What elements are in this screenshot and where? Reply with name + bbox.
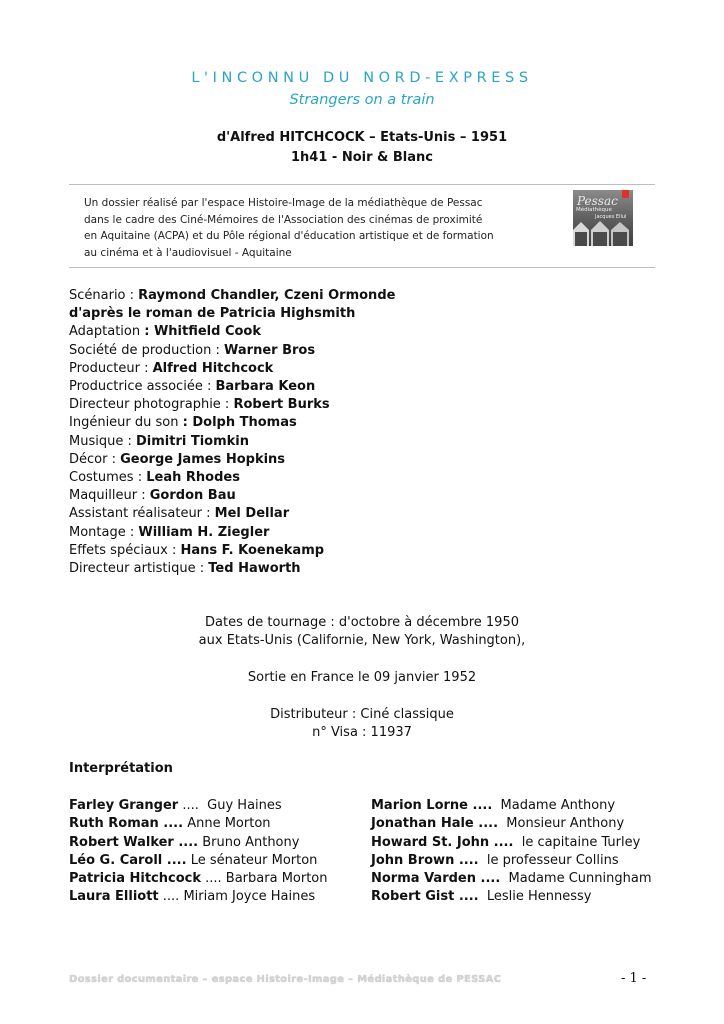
- credit-value: : Whitfield Cook: [144, 324, 262, 340]
- cast-separator: [479, 853, 487, 868]
- divider-bottom: [69, 267, 655, 268]
- dossier-line: au cinéma et à l'audiovisuel - Aquitaine: [84, 246, 292, 259]
- actor-name: Howard St. John ....: [371, 834, 514, 850]
- credit-value: Robert Burks: [233, 397, 330, 413]
- actor-name: Laura Elliott: [69, 889, 159, 905]
- role-name: Le sénateur Morton: [190, 852, 318, 868]
- credit-label: Directeur artistique :: [69, 561, 209, 577]
- cast-row: [371, 888, 671, 906]
- credit-value: d'après le roman de Patricia Highsmith: [69, 306, 356, 322]
- director-line: d'Alfred HITCHCOCK – Etats-Unis – 1951: [216, 130, 508, 145]
- credit-label: Effets spéciaux :: [69, 542, 181, 558]
- cast-separator: [513, 835, 521, 850]
- role-name: Barbara Morton: [225, 871, 328, 887]
- credit-label: Producteur :: [69, 360, 153, 376]
- actor-name: Farley Granger: [69, 798, 179, 813]
- credit-row: [69, 287, 469, 305]
- page-number: - 1 -: [621, 971, 647, 986]
- cast-row: [371, 852, 671, 870]
- actor-name: Robert Walker ....: [69, 834, 199, 850]
- interpretation-heading: Interprétation: [69, 761, 173, 776]
- credit-value: Mel Dellar: [214, 506, 290, 522]
- credit-row: [69, 505, 469, 523]
- dossier-line: Un dossier réalisé par l'espace Histoire-Image de la médiathèque de Pessac: [84, 197, 483, 209]
- cast-separator: [500, 871, 508, 886]
- credit-label: Adaptation: [69, 324, 145, 340]
- credit-row: [69, 360, 469, 378]
- cast-separator: ....: [158, 889, 184, 905]
- role-name: Madame Cunningham: [508, 871, 652, 887]
- credit-value: George James Hopkins: [120, 451, 286, 467]
- dossier-line: dans le cadre des Ciné-Mémoires de l'Association des cinémas de proximité: [84, 213, 483, 226]
- credit-row: [69, 433, 469, 451]
- cast-row: [69, 815, 359, 833]
- role-name: Guy Haines: [207, 798, 282, 813]
- credits-list: [69, 287, 469, 578]
- cast-column-left: [69, 797, 359, 907]
- credit-value: : Dolph Thomas: [182, 415, 297, 431]
- logo-tagline: Médiathèque: [576, 207, 612, 213]
- cast-separator: [479, 889, 487, 904]
- actor-name: Robert Gist ....: [371, 889, 479, 905]
- role-name: Monsieur Anthony: [506, 816, 625, 832]
- logo-red-square: [622, 190, 629, 198]
- actor-name: Ruth Roman ....: [69, 816, 184, 832]
- actor-name: Norma Varden ....: [371, 871, 501, 887]
- credit-row: [69, 342, 469, 360]
- role-name: Madame Anthony: [500, 798, 616, 813]
- visa-line: n° Visa : 11937: [312, 725, 412, 741]
- dossier-line: en Aquitaine (ACPA) et du Pôle régional d'éducation artistique et de formation: [84, 230, 494, 242]
- credit-label: Société de production :: [69, 342, 225, 358]
- actor-name: Marion Lorne ....: [371, 798, 493, 813]
- logo-script-text: Pessac: [577, 194, 618, 208]
- cast-column-right: [371, 797, 671, 907]
- role-name: Leslie Hennessy: [486, 889, 592, 905]
- cast-row: [69, 834, 359, 852]
- credit-label: Scénario :: [69, 288, 139, 303]
- credit-row: [69, 524, 469, 542]
- film-title: L'INCONNU DU NORD-EXPRESS: [191, 70, 533, 86]
- actor-name: John Brown ....: [371, 852, 479, 868]
- cast-row: [69, 852, 359, 870]
- credit-label: Directeur photographie :: [69, 397, 234, 413]
- film-original-title: Strangers on a train: [289, 92, 435, 108]
- shooting-line: aux Etats-Unis (Californie, New York, Washington),: [198, 633, 526, 649]
- divider-top: [69, 184, 655, 185]
- distributor-line: Distributeur : Ciné classique: [270, 707, 454, 722]
- dossier-description: [84, 195, 554, 261]
- credit-row: [69, 378, 469, 396]
- credit-value: Alfred Hitchcock: [152, 360, 274, 376]
- credit-value: Raymond Chandler, Czeni Ormonde: [138, 288, 396, 303]
- role-name: le capitaine Turley: [521, 834, 641, 850]
- credit-value: Dimitri Tiomkin: [135, 433, 249, 449]
- mediatheque-logo: [573, 190, 633, 246]
- shooting-dates: [0, 614, 724, 651]
- role-name: Bruno Anthony: [202, 834, 300, 850]
- credit-row: [69, 469, 469, 487]
- role-name: le professeur Collins: [486, 852, 619, 868]
- credit-row: [69, 323, 469, 341]
- credit-value: Warner Bros: [224, 342, 316, 358]
- release-date: Sortie en France le 09 janvier 1952: [247, 670, 477, 685]
- credit-value: William H. Ziegler: [138, 524, 270, 540]
- credit-row: [69, 487, 469, 505]
- shooting-line: Dates de tournage : d'octobre à décembre 1950: [205, 615, 519, 630]
- logo-subtagline: Jacques Ellul: [595, 214, 627, 220]
- credit-row: [69, 396, 469, 414]
- duration-line: 1h41 - Noir & Blanc: [290, 150, 433, 165]
- actor-name: Patricia Hitchcock: [69, 871, 201, 887]
- cast-separator: ....: [201, 871, 226, 887]
- credit-label: Maquilleur :: [69, 488, 150, 504]
- credit-label: Assistant réalisateur :: [69, 506, 215, 522]
- cast-row: [371, 870, 671, 888]
- credit-row: [69, 451, 469, 469]
- cast-separator: [492, 798, 500, 813]
- role-name: Anne Morton: [187, 816, 271, 832]
- credit-value: Ted Haworth: [208, 561, 301, 577]
- credit-value: Leah Rhodes: [146, 470, 240, 486]
- credit-label: Montage :: [69, 524, 139, 540]
- cast-row: [69, 797, 359, 815]
- credit-row: [69, 305, 469, 323]
- actor-name: Jonathan Hale ....: [371, 816, 499, 832]
- cast-row: [371, 834, 671, 852]
- credit-value: Barbara Keon: [215, 379, 316, 395]
- distribution-info: [0, 706, 724, 743]
- credit-label: Costumes :: [69, 470, 147, 486]
- cast-row: [371, 815, 671, 833]
- logo-building-icon: [573, 216, 633, 246]
- credit-row: [69, 542, 469, 560]
- credit-row: [69, 414, 469, 432]
- role-name: Miriam Joyce Haines: [183, 889, 316, 905]
- cast-row: [371, 797, 671, 815]
- credit-label: Productrice associée :: [69, 379, 216, 395]
- credit-value: Gordon Bau: [149, 488, 236, 504]
- credit-label: Décor :: [69, 451, 121, 467]
- credit-row: [69, 560, 469, 578]
- actor-name: Léo G. Caroll ....: [69, 852, 187, 868]
- cast-separator: ....: [178, 798, 208, 813]
- credit-value: Hans F. Koenekamp: [180, 542, 325, 558]
- cast-row: [69, 870, 359, 888]
- credit-label: Musique :: [69, 433, 136, 449]
- cast-row: [69, 888, 359, 906]
- credit-label: Ingénieur du son: [69, 415, 183, 431]
- footer-text: Dossier documentaire – espace Histoire-Image – Médiathèque de PESSAC: [69, 974, 502, 985]
